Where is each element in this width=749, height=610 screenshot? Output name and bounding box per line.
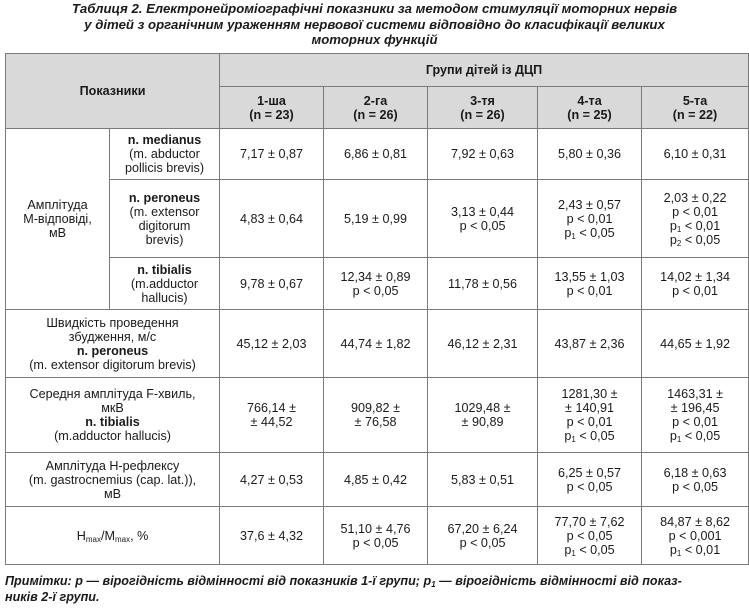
cell: 45,12 ± 2,03 — [220, 310, 324, 378]
groups-header: Групи дітей із ДЦП — [220, 54, 749, 87]
table-row — [6, 378, 749, 453]
table-caption — [0, 0, 749, 53]
table-row — [6, 129, 749, 180]
cell: 2,03 ± 0,22 p < 0,01 $p_1 < 0,01$ $p_2 < 0,05$ — [642, 180, 749, 258]
cell: 67,20 ± 6,24 p < 0,05 — [428, 507, 538, 565]
cell: 9,78 ± 0,67 — [220, 258, 324, 310]
indicators-header: Показники — [6, 54, 220, 129]
peroneus-label: n. peroneus (m. extensor digitorum brevis) — [110, 180, 220, 258]
medianus-label: n. medianus (m. abductor pollicis brevis) — [110, 129, 220, 180]
cell: 77,70 ± 7,62 p < 0,05 $p_1 < 0,05$ — [538, 507, 642, 565]
table-row — [6, 310, 749, 378]
cell: 12,34 ± 0,89 p < 0,05 — [324, 258, 428, 310]
cell: 1463,31 ± ± 196,45 p < 0,01 $p_1 < 0,05$ — [642, 378, 749, 453]
header-row-1 — [6, 54, 749, 87]
table-row — [6, 180, 749, 258]
cell: 37,6 ± 4,32 — [220, 507, 324, 565]
cell: 4,27 ± 0,53 — [220, 453, 324, 507]
cell: 44,74 ± 1,82 — [324, 310, 428, 378]
cell: 5,80 ± 0,36 — [538, 129, 642, 180]
cell: 1029,48 ± ± 90,89 — [428, 378, 538, 453]
cell: 5,19 ± 0,99 — [324, 180, 428, 258]
cell: 3,13 ± 0,44 p < 0,05 — [428, 180, 538, 258]
cell: 43,87 ± 2,36 — [538, 310, 642, 378]
cell: 51,10 ± 4,76 p < 0,05 — [324, 507, 428, 565]
hreflex-label: Амплітуда Н-рефлексу (m. gastrocnemius (cap. lat.)), мВ — [6, 453, 220, 507]
caption-line-1: Таблиця 2. Електронейроміографічні показники за методом стимуляції моторних нервів — [71, 1, 678, 16]
cell: 4,85 ± 0,42 — [324, 453, 428, 507]
tibialis-label: n. tibialis (m.adductor hallucis) — [110, 258, 220, 310]
cell: 5,83 ± 0,51 — [428, 453, 538, 507]
group-4-header: 4-та (n = 25) — [538, 87, 642, 129]
cell: 766,14 ± ± 44,52 — [220, 378, 324, 453]
table-row — [6, 258, 749, 310]
cell: 11,78 ± 0,56 — [428, 258, 538, 310]
table-notes — [5, 574, 745, 605]
fwave-label: Середня амплітуда F-хвиль, мкВ n. tibialis (m.adductor hallucis) — [6, 378, 220, 453]
group-5-header: 5-та (n = 22) — [642, 87, 749, 129]
cell: 44,65 ± 1,92 — [642, 310, 749, 378]
cell: 84,87 ± 8,62 p < 0,001 $p_1 < 0,01$ — [642, 507, 749, 565]
group-3-header: 3-тя (n = 26) — [428, 87, 538, 129]
cell: 6,18 ± 0,63 p < 0,05 — [642, 453, 749, 507]
emg-table — [5, 53, 749, 565]
notes-line-1: Примітки: p — вірогідність відмінності від показників 1-ї групи; $p_1$ — вірогідність відмінності від показ- — [5, 574, 682, 589]
ratio-label: $H_{max}/M_{max}$, % — [6, 507, 220, 565]
group-2-header: 2-га (n = 26) — [324, 87, 428, 129]
amplitude-label: Амплітуда М-відповіді, мВ — [6, 129, 110, 310]
notes-line-2: ників 2-ї групи. — [5, 589, 100, 604]
cell: 14,02 ± 1,34 p < 0,01 — [642, 258, 749, 310]
cell: 909,82 ± ± 76,58 — [324, 378, 428, 453]
group-1-header: 1-ша (n = 23) — [220, 87, 324, 129]
cell: 6,10 ± 0,31 — [642, 129, 749, 180]
caption-line-3: моторних функцій — [311, 32, 438, 47]
table-row — [6, 507, 749, 565]
cell: 13,55 ± 1,03 p < 0,01 — [538, 258, 642, 310]
velocity-label: Швидкість проведення збудження, м/с n. peroneus (m. extensor digitorum brevis) — [6, 310, 220, 378]
cell: 6,25 ± 0,57 p < 0,05 — [538, 453, 642, 507]
table-row — [6, 453, 749, 507]
cell: 1281,30 ± ± 140,91 p < 0,01 $p_1 < 0,05$ — [538, 378, 642, 453]
cell: 7,17 ± 0,87 — [220, 129, 324, 180]
caption-line-2: у дітей з органічним ураженням нервової системи відповідно до класифікації великих — [84, 16, 665, 32]
cell: 2,43 ± 0,57 p < 0,01 $p_1 < 0,05$ — [538, 180, 642, 258]
cell: 46,12 ± 2,31 — [428, 310, 538, 378]
cell: 4,83 ± 0,64 — [220, 180, 324, 258]
cell: 6,86 ± 0,81 — [324, 129, 428, 180]
cell: 7,92 ± 0,63 — [428, 129, 538, 180]
